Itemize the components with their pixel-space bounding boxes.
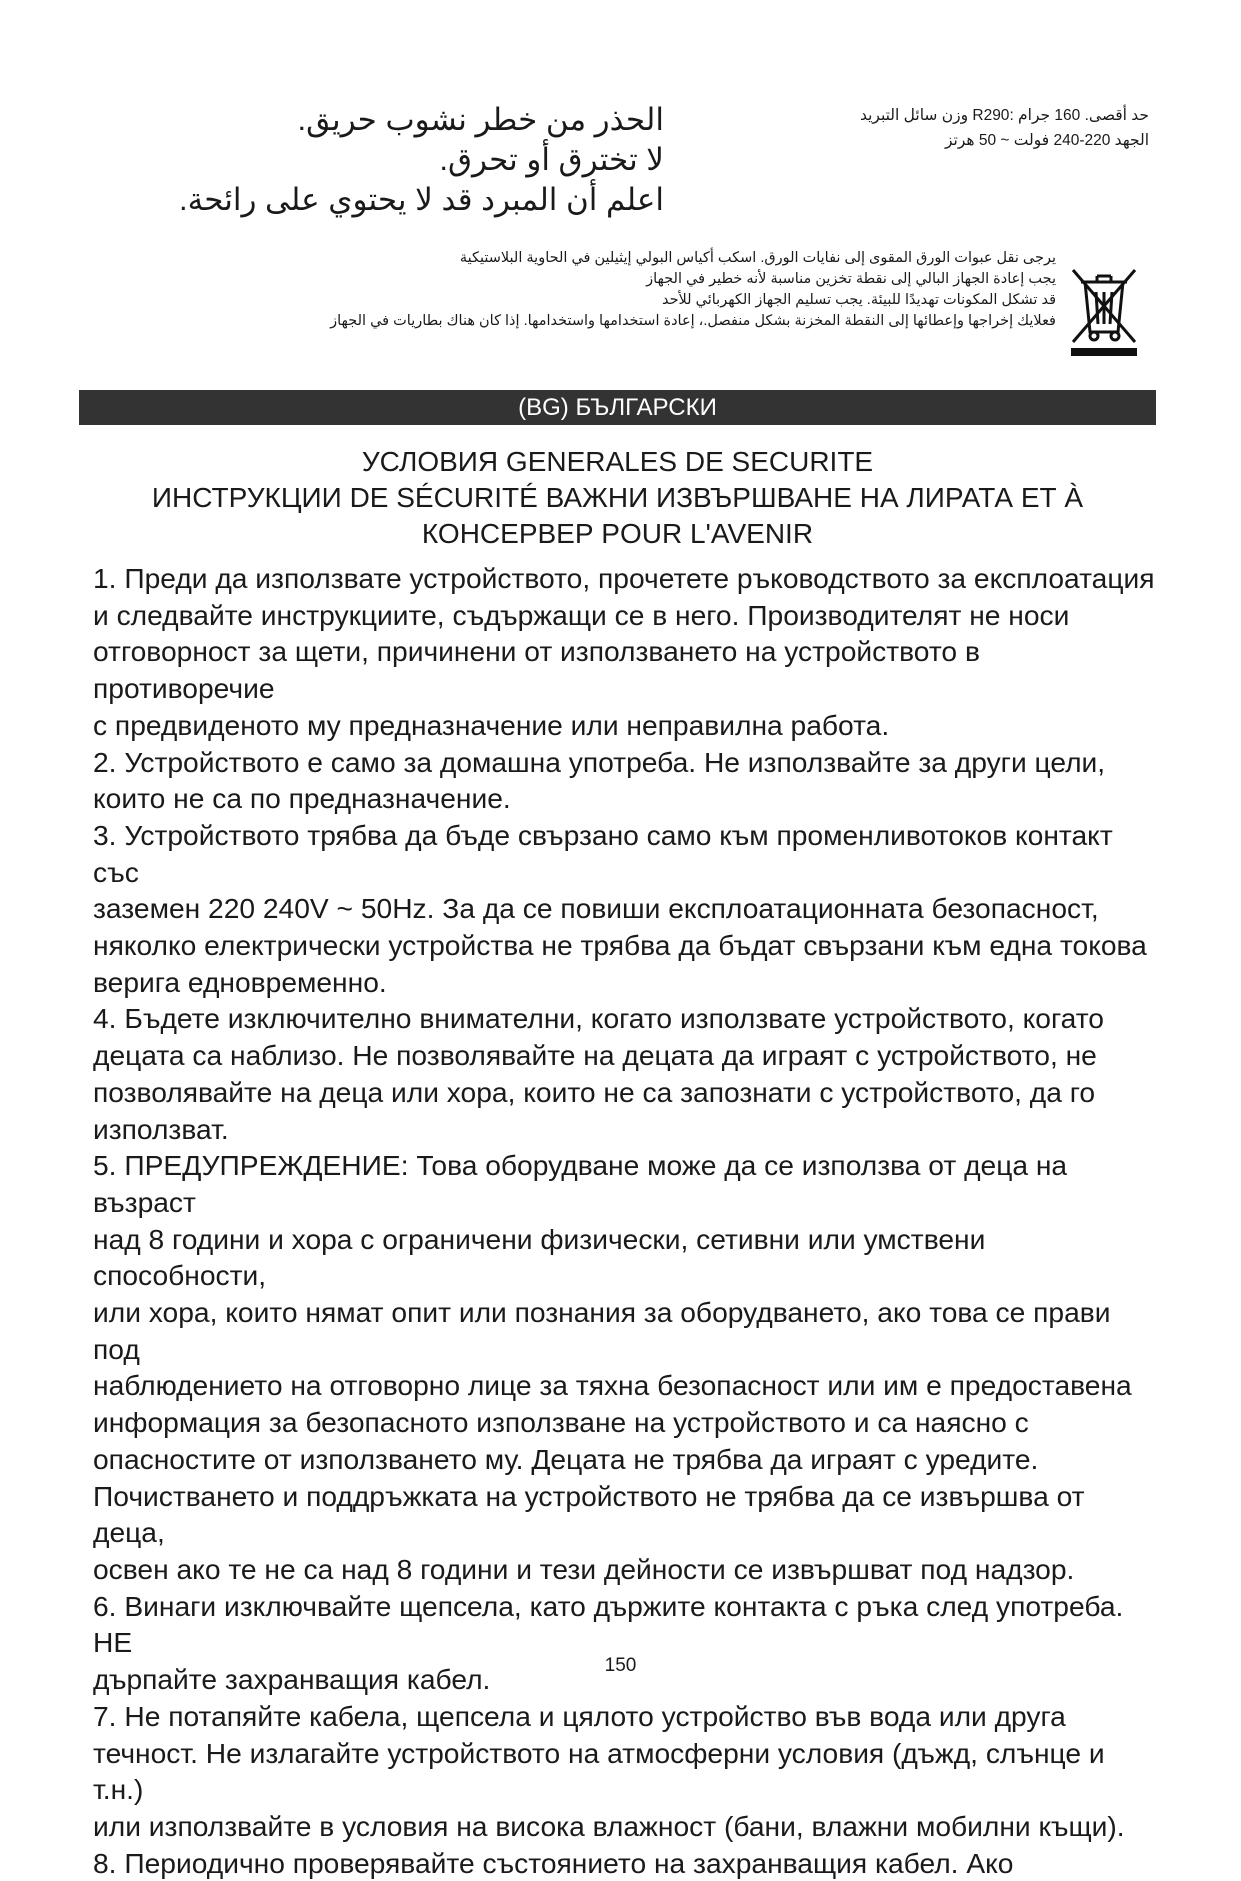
safety-instructions	[93, 560, 1158, 1881]
body-line: позволявайте на деца или хора, които не са запознати с устройството, да го	[93, 1075, 1096, 1108]
body-line: наблюдението на отговорно лице за тяхна безопасност или им е предоставена	[93, 1369, 1132, 1402]
body-line: или хора, които нямат опит или познания за оборудването, ако това се прави под	[93, 1296, 1111, 1365]
title-line: УСЛОВИЯ GENERALES DE SECURITE	[361, 446, 874, 477]
section-language-header: (BG) БЪЛГАРСКИ	[79, 390, 1156, 425]
body-line: и следвайте инструкциите, съдържащи се в него. Производителят не носи	[93, 598, 1070, 631]
body-line: с предвиденото му предназначение или неправилна работа.	[93, 708, 890, 741]
body-line: верига едновременно.	[93, 965, 387, 998]
arabic-recycling-line: يرجى نقل عبوات الورق المقوى إلى نفايات الورق. اسكب أكياس البولي إيثيلين في الحاوية البلاستيكية	[459, 250, 1056, 266]
arabic-specs	[749, 103, 1149, 153]
arabic-warning-line: لا تخترق أو تحرق.	[439, 142, 664, 177]
body-line: 5. ПРЕДУПРЕЖДЕНИЕ: Това оборудване може да се използва от деца на възраст	[93, 1149, 1068, 1218]
body-line: 1. Преди да използвате устройството, прочетете ръководството за експлоатация	[93, 562, 1155, 594]
body-line: 8. Периодично проверявайте състоянието на захранващия кабел. Ако	[93, 1846, 1014, 1879]
body-line: 3. Устройството трябва да бъде свързано само към променливотоков контакт със	[93, 818, 1113, 888]
body-line: 4. Бъдете изключително внимателни, когато използвате устройството, когато	[93, 1002, 1104, 1035]
crossed-out-wheelie-bin-icon	[1065, 262, 1143, 358]
arabic-recycling-notice	[136, 248, 1056, 332]
body-line: течност. Не излагайте устройството на атмосферни условия (дъжд, слънце и т.н.)	[93, 1736, 1105, 1806]
body-line: над 8 години и хора с ограничени физически, сетивни или умствени способности,	[93, 1222, 986, 1292]
body-line: 2. Устройството е само за домашна употреба. Не използвайте за други цели,	[93, 745, 1106, 778]
safety-title	[79, 444, 1156, 552]
body-line: 7. Не потапяйте кабела, щепсела и цялото устройство във вода или друга	[93, 1699, 1066, 1732]
arabic-spec-line: الجهد 220-240 فولت ~ 50 هرتز	[944, 132, 1149, 149]
body-line: опасностите от използването му. Децата не трябва да играят с уредите.	[93, 1442, 1039, 1475]
page-number: 150	[604, 1655, 637, 1676]
arabic-recycling-line: قد تشكل المكونات تهديدًا للبيئة. يجب تسليم الجهاز الكهربائي للأحد	[661, 292, 1056, 308]
title-line: КОНСЕРВЕР POUR L'AVENIR	[421, 518, 814, 549]
arabic-spec-line: حد أقصى. 160 جرام :R290 وزن سائل التبريد	[859, 107, 1149, 124]
arabic-fire-warning	[104, 100, 664, 220]
body-line: децата са наблизо. Не позволявайте на децата да играят с устройството, не	[93, 1039, 1097, 1072]
arabic-recycling-line: يجب إعادة الجهاز البالي إلى نقطة تخزين مناسبة لأنه خطير في الجهاز	[646, 271, 1056, 287]
body-line: заземен 220 240V ~ 50Hz. За да се повиши експлоатационната безопасност,	[93, 892, 1099, 925]
title-line: ИНСТРУКЦИИ DE SÉCURITÉ ВАЖНИ ИЗВЪРШВАНЕ НА ЛИРАТА ЕТ À	[151, 482, 1084, 513]
body-line: освен ако те не са над 8 години и тези дейности се извършват под надзор.	[93, 1552, 1075, 1585]
body-line: които не са по предназначение.	[93, 782, 511, 815]
body-line: използват.	[93, 1112, 229, 1145]
body-line: Почистването и поддръжката на устройството не трябва да се извършва от деца,	[93, 1479, 1085, 1549]
body-line: 6. Винаги изключвайте щепсела, като държите контакта с ръка след употреба. НЕ	[93, 1589, 1124, 1659]
body-line: отговорност за щети, причинени от използването на устройството в противоречие	[93, 635, 980, 705]
arabic-recycling-line: فعلايك إخراجها وإعطائها إلى النقطة المخزنة بشكل منفصل.، إعادة استخدامها واستخدامها. إذا كان هناك بطاريات في الجهاز	[330, 313, 1056, 329]
body-line: или използвайте в условия на висока влажност (бани, влажни мобилни къщи).	[93, 1809, 1125, 1842]
body-line: информация за безопасното използване на устройството и са наясно с	[93, 1406, 1029, 1439]
arabic-warning-line: الحذر من خطر نشوب حريق.	[297, 102, 664, 137]
arabic-warning-line: اعلم أن المبرد قد لا يحتوي على رائحة.	[178, 182, 664, 217]
body-line: няколко електрически устройства не трябва да бъдат свързани към една токова	[93, 929, 1147, 962]
body-line: дърпайте захранващия кабел.	[93, 1663, 491, 1696]
